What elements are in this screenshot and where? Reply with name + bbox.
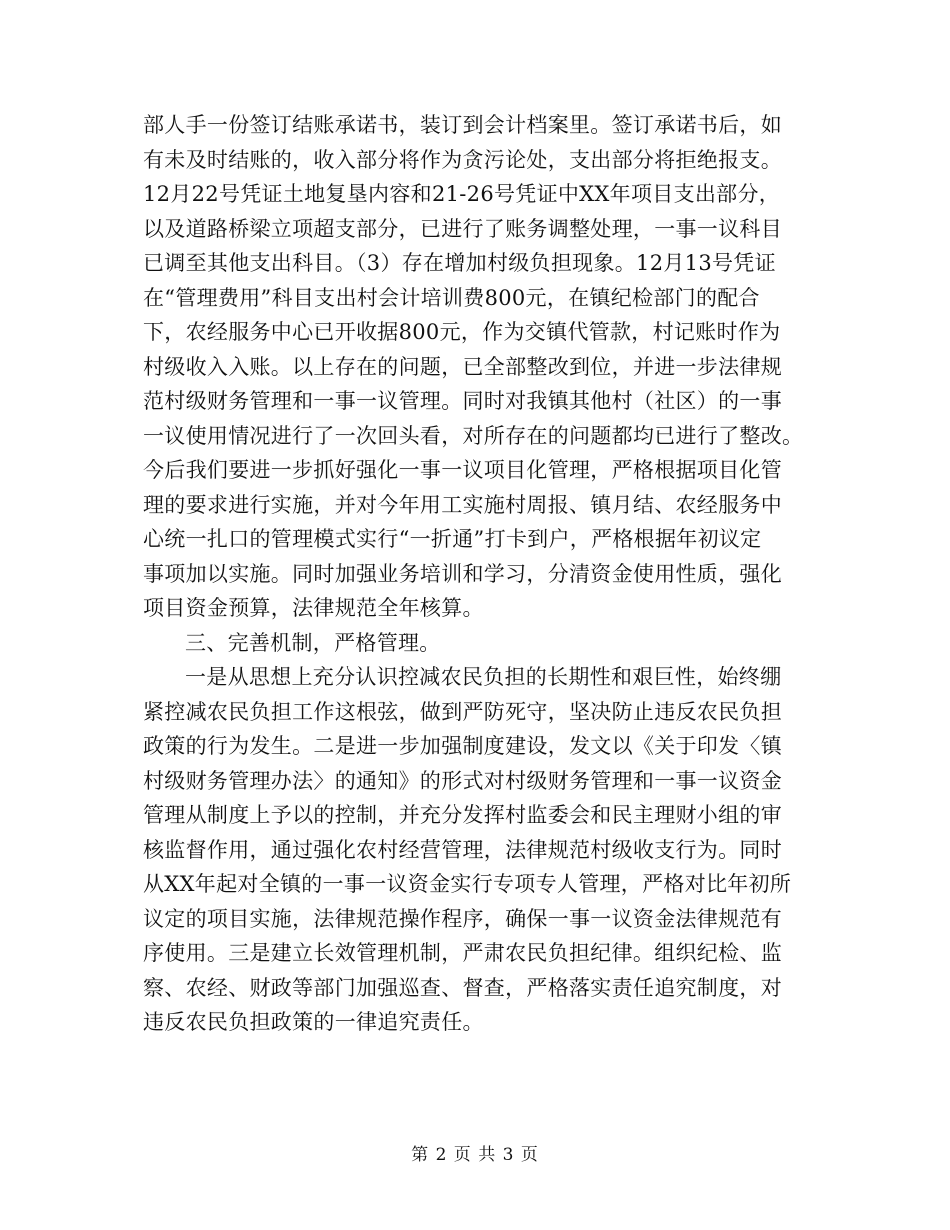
text-line: 三、完善机制，严格管理。 xyxy=(185,630,441,655)
text-line: 违反农民负担政策的一律追究责任。 xyxy=(143,1010,484,1034)
text-line: 紧控减农民负担工作这根弦，做到严防死守，坚决防止违反农民负担 xyxy=(143,699,782,724)
text-line: 政策的行为发生。二是进一步加强制度建设，发文以《关于印发〈镇 xyxy=(143,734,782,758)
body-text xyxy=(143,108,815,1040)
text-line: 村级财务管理办法〉的通知》的形式对村级财务管理和一事一议资金 xyxy=(143,768,782,793)
text-line: 序使用。三是建立长效管理机制，严肃农民负担纪律。组织纪检、监 xyxy=(143,941,782,965)
text-line: 管理从制度上予以的控制，并充分发挥村监委会和民主理财小组的审 xyxy=(143,803,782,827)
text-line: 心统一扎口的管理模式实行“一折通”打卡到户，严格根据年初议定 xyxy=(143,527,762,551)
text-line: 以及道路桥梁立项超支部分，已进行了账务调整处理，一事一议科目 xyxy=(143,216,782,241)
text-line: 村级收入入账。以上存在的问题，已全部整改到位，并进一步法律规 xyxy=(143,354,782,379)
text-line: 下，农经服务中心已开收据800元，作为交镇代管款，村记账时作为 xyxy=(143,320,781,344)
page-footer: 第 2 页 共 3 页 xyxy=(411,1145,539,1165)
text-line: 范村级财务管理和一事一议管理。同时对我镇其他村（社区）的一事 xyxy=(143,389,782,413)
text-line: 察、农经、财政等部门加强巡查、督查，严格落实责任追究制度，对 xyxy=(143,975,782,1000)
text-line: 今后我们要进一步抓好强化一事一议项目化管理，严格根据项目化管 xyxy=(143,458,782,482)
text-line: 核监督作用，通过强化农村经营管理，法律规范村级收支行为。同时 xyxy=(143,837,782,862)
text-line: 一是从思想上充分认识控减农民负担的长期性和艰巨性，始终绷 xyxy=(185,665,782,689)
text-line: 12月22号凭证土地复垦内容和21-26号凭证中XX年项目支出部分， xyxy=(143,182,781,206)
text-line: 已调至其他支出科目。（3）存在增加村级负担现象。12月13号凭证 xyxy=(143,251,776,275)
text-line: 事项加以实施。同时加强业务培训和学习，分清资金使用性质，强化 xyxy=(143,561,782,586)
text-line: 理的要求进行实施，并对今年用工实施村周报、镇月结、农经服务中 xyxy=(143,492,782,517)
text-line: 从XX年起对全镇的一事一议资金实行专项专人管理，严格对比年初所 xyxy=(143,872,792,896)
text-line: 议定的项目实施，法律规范操作程序，确保一事一议资金法律规范有 xyxy=(143,906,782,931)
text-line: 部人手一份签订结账承诺书，装订到会计档案里。签订承诺书后，如 xyxy=(143,113,782,137)
text-line: 项目资金预算，法律规范全年核算。 xyxy=(143,596,484,620)
text-line: 一议使用情况进行了一次回头看，对所存在的问题都均已进行了整改。 xyxy=(143,423,804,448)
text-line: 有未及时结账的，收入部分将作为贪污论处，支出部分将拒绝报支。 xyxy=(143,147,782,172)
text-line: 在“管理费用”科目支出村会计培训费800元，在镇纪检部门的配合 xyxy=(143,285,760,310)
